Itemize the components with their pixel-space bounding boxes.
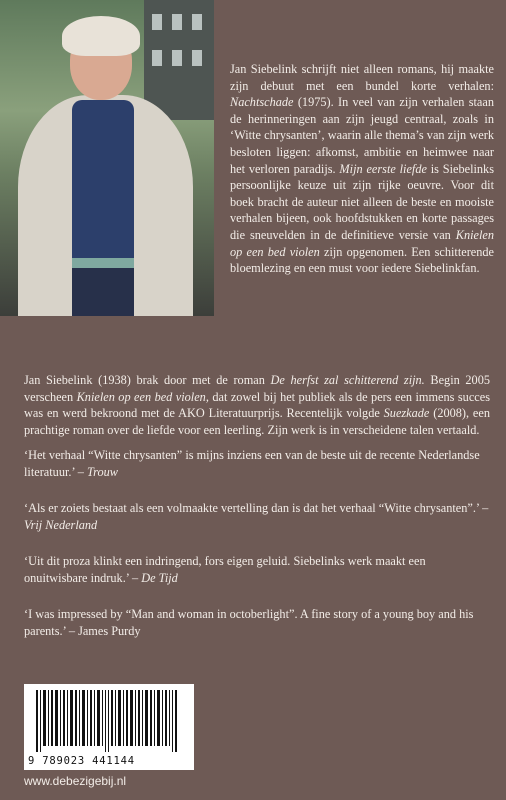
author-shirt	[72, 100, 134, 270]
publisher-website[interactable]: www.debezigebij.nl	[24, 774, 127, 788]
author-jeans	[72, 268, 134, 316]
author-hair	[62, 16, 140, 56]
review-quote: ‘I was impressed by “Man and woman in octoberlight”. A fine story of a young boy and his parents.’ – James Purdy	[24, 607, 474, 638]
review-quote: ‘Uit dit proza klinkt een indringend, fors eigen geluid. Siebelinks werk maakt een onuitwisbare indruk.’ – De Tijd	[24, 554, 426, 585]
review-quote: ‘Als er zoiets bestaat als een volmaakte vertelling dan is dat het verhaal “Witte chrysanten”.’ – Vrij Nederland	[24, 501, 489, 532]
barcode-bars	[30, 690, 188, 752]
building-background	[144, 0, 214, 120]
isbn-barcode	[24, 684, 194, 770]
author-photo	[0, 0, 214, 316]
isbn-digits: 9 789023 441144	[28, 755, 135, 767]
review-quote: ‘Het verhaal “Witte chrysanten” is mijns inziens een van de beste uit de recente Nederlandse literatuur.’ – Trouw	[24, 448, 480, 479]
intro-paragraph: Jan Siebelink schrijft niet alleen romans, hij maakte zijn debuut met een bundel korte verhalen: Nachtschade (1975). In veel van zijn verhalen staan de herinneringen aan zijn jeugd centraal, zoals in ‘Witte chrysanten’, waarin alle thema’s van zijn werk besloten liggen: afkomst, ambitie en heimwee naar het verloren paradijs. Mijn eerste liefde is Siebelinks persoonlijke keuze uit zijn rijke oeuvre. Voor dit boek bracht de auteur niet alleen de beste en mooiste verhalen bijeen, ook hoofdstukken en korte passages die sneuvelden in de definitieve versie van Knielen op een bed violen zijn opgenomen. Een schitterende bloemlezing en een must voor iedere Siebelinkfan.	[230, 62, 494, 276]
author-belt	[72, 258, 134, 268]
bio-paragraph: Jan Siebelink (1938) brak door met de roman De herfst zal schitterend zijn. Begin 2005 verscheen Knielen op een bed violen, dat zowel bij het publiek als de pers een immens succes was en werd bekroond met de AKO Literatuurprijs. Recentelijk volgde Suezkade (2008), een prachtige roman over de liefde voor een leerling. Zijn werk is in verscheidene talen vertaald.	[24, 373, 490, 437]
